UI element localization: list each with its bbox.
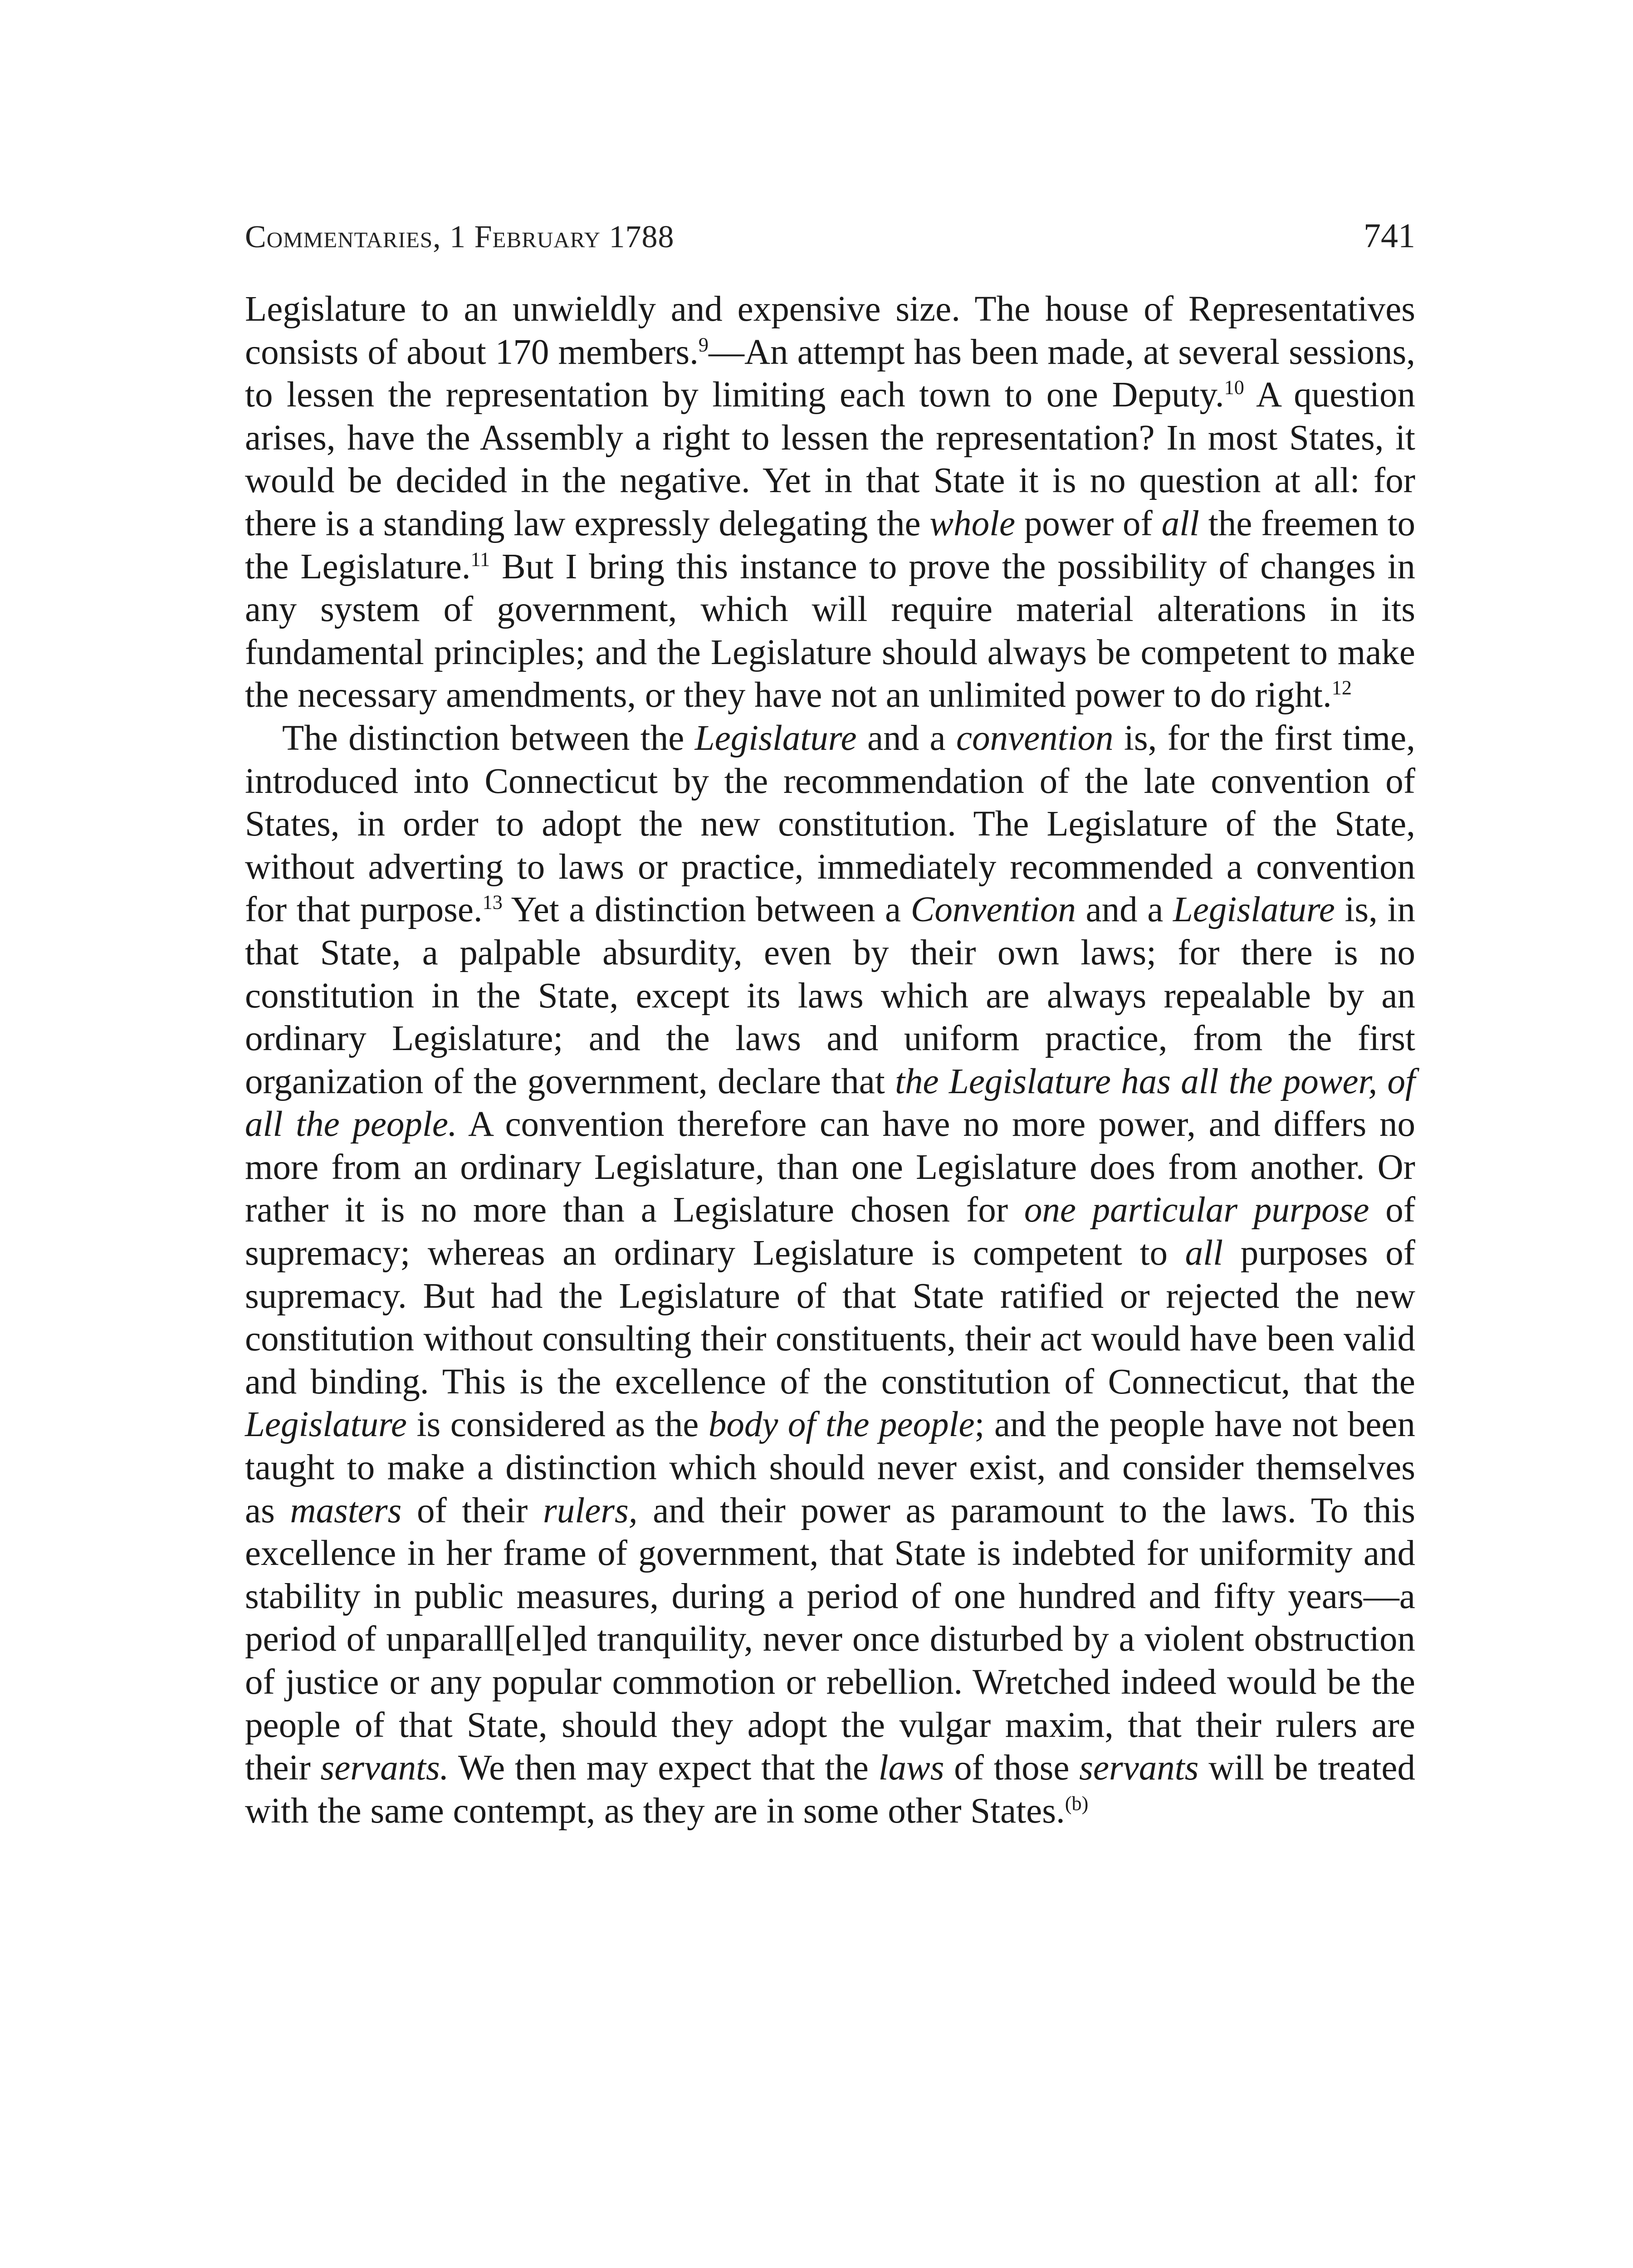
text-run: of supremacy; whereas an ordinary Legislature is competent to xyxy=(245,1190,1415,1273)
text-run: of their xyxy=(401,1491,543,1530)
text-run: and their power as paramount to the laws. To this excellence in her frame of government, that State is indebted for uniformity and stability in public measures, during a period of one hundred and fifty years—a period of unparall[el]ed tranquility, never once disturbed by a violent obstruction of justice or any popular commotion or rebellion. Wretched indeed would be the people of that State, should they adopt the vulgar maxim, that their rulers are their xyxy=(245,1491,1416,1788)
italic-run: convention xyxy=(956,718,1114,758)
footnote-ref: (b) xyxy=(1065,1792,1089,1815)
body-text xyxy=(245,288,1415,1833)
text-run: —An attempt has been made, at several sessions, to lessen the representation by limiting each town to one Deputy. xyxy=(245,332,1415,415)
italic-run: the Legislature has all the power, of all the people. xyxy=(245,1061,1415,1144)
text-run: will be treated with the same contempt, as they are in some other States. xyxy=(245,1748,1415,1831)
italic-run: body of the people xyxy=(708,1405,975,1445)
text-run: A question arises, have the Assembly a right to lessen the representation? In most States, it would be decided in the negative. Yet in that State it is no question at all: for there is a standing law expressly delegating the xyxy=(245,375,1415,543)
running-title: Commentaries, 1 February 1788 xyxy=(245,220,675,254)
italic-run: one particular purpose xyxy=(1024,1190,1369,1230)
text-run: is considered as the xyxy=(406,1405,709,1445)
document-page xyxy=(245,218,1415,1833)
italic-run: all xyxy=(1161,503,1200,543)
text-run: power of xyxy=(1015,503,1162,543)
italic-run: Legislature xyxy=(245,1405,407,1445)
footnote-ref: 13 xyxy=(482,891,503,914)
italic-run: masters xyxy=(290,1491,402,1530)
text-run: A convention therefore can have no more power, and differs no more from an ordinary Legislature, than one Legislature does from another. Or rather it is no more than a Legislature chosen for xyxy=(245,1105,1415,1230)
text-run: ; and the people have not been taught to make a distinction which should never exist, and consider themselves as xyxy=(245,1405,1415,1530)
italic-run: all xyxy=(1185,1233,1223,1273)
italic-run: servants xyxy=(1079,1748,1199,1788)
page-number: 741 xyxy=(1364,217,1415,255)
text-run: purposes of supremacy. But had the Legislature of that State ratified or rejected the new constitution without consulting their constituents, their act would have been valid and binding. This is the excellence of the constitution of Connecticut, that the xyxy=(245,1233,1415,1402)
italic-run: Legislature xyxy=(694,718,857,758)
text-run: Legislature to an unwieldly and expensive size. The house of Representatives consists of about 170 members. xyxy=(245,289,1415,372)
text-run: Yet a distinction between a xyxy=(502,890,911,930)
italic-run: laws xyxy=(878,1748,944,1788)
italic-run: Legislature xyxy=(1173,890,1335,930)
italic-run: rulers, xyxy=(543,1491,638,1530)
footnote-ref: 9 xyxy=(698,333,709,356)
footnote-ref: 12 xyxy=(1331,676,1352,699)
text-run: the freemen to the Legislature. xyxy=(245,503,1415,587)
text-run: is, for the first time, introduced into Connecticut by the recommendation of the late convention of States, in order to adopt the new constitution. The Legislature of the State, without adverting to laws or practice, immediately recommended a convention for that purpose. xyxy=(245,718,1415,930)
footnote-ref: 10 xyxy=(1224,376,1244,399)
italic-run: whole xyxy=(929,503,1016,543)
italic-run: Convention xyxy=(910,890,1076,930)
text-run: The distinction between the xyxy=(282,718,695,758)
text-run: and a xyxy=(856,718,956,758)
text-run: and a xyxy=(1076,890,1173,930)
italic-run: servants. xyxy=(320,1748,449,1788)
footnote-ref: 11 xyxy=(470,548,490,571)
text-run: of those xyxy=(944,1748,1080,1788)
running-head xyxy=(245,218,1415,254)
paragraph-1 xyxy=(245,288,1415,717)
text-run: is, in that State, a palpable absurdity, even by their own laws; for there is no constitution in the State, except its laws which are always repealable by an ordinary Legislature; and the laws and uniform practice, from the first organization of the government, declare that xyxy=(245,890,1415,1101)
text-run: But I bring this instance to prove the possibility of changes in any system of government, which will require material alterations in its fundamental principles; and the Legislature should always be competent to make the necessary amendments, or they have not an unlimited power to do right. xyxy=(245,547,1416,715)
text-run: We then may expect that the xyxy=(449,1748,879,1788)
paragraph-2 xyxy=(245,717,1415,1833)
